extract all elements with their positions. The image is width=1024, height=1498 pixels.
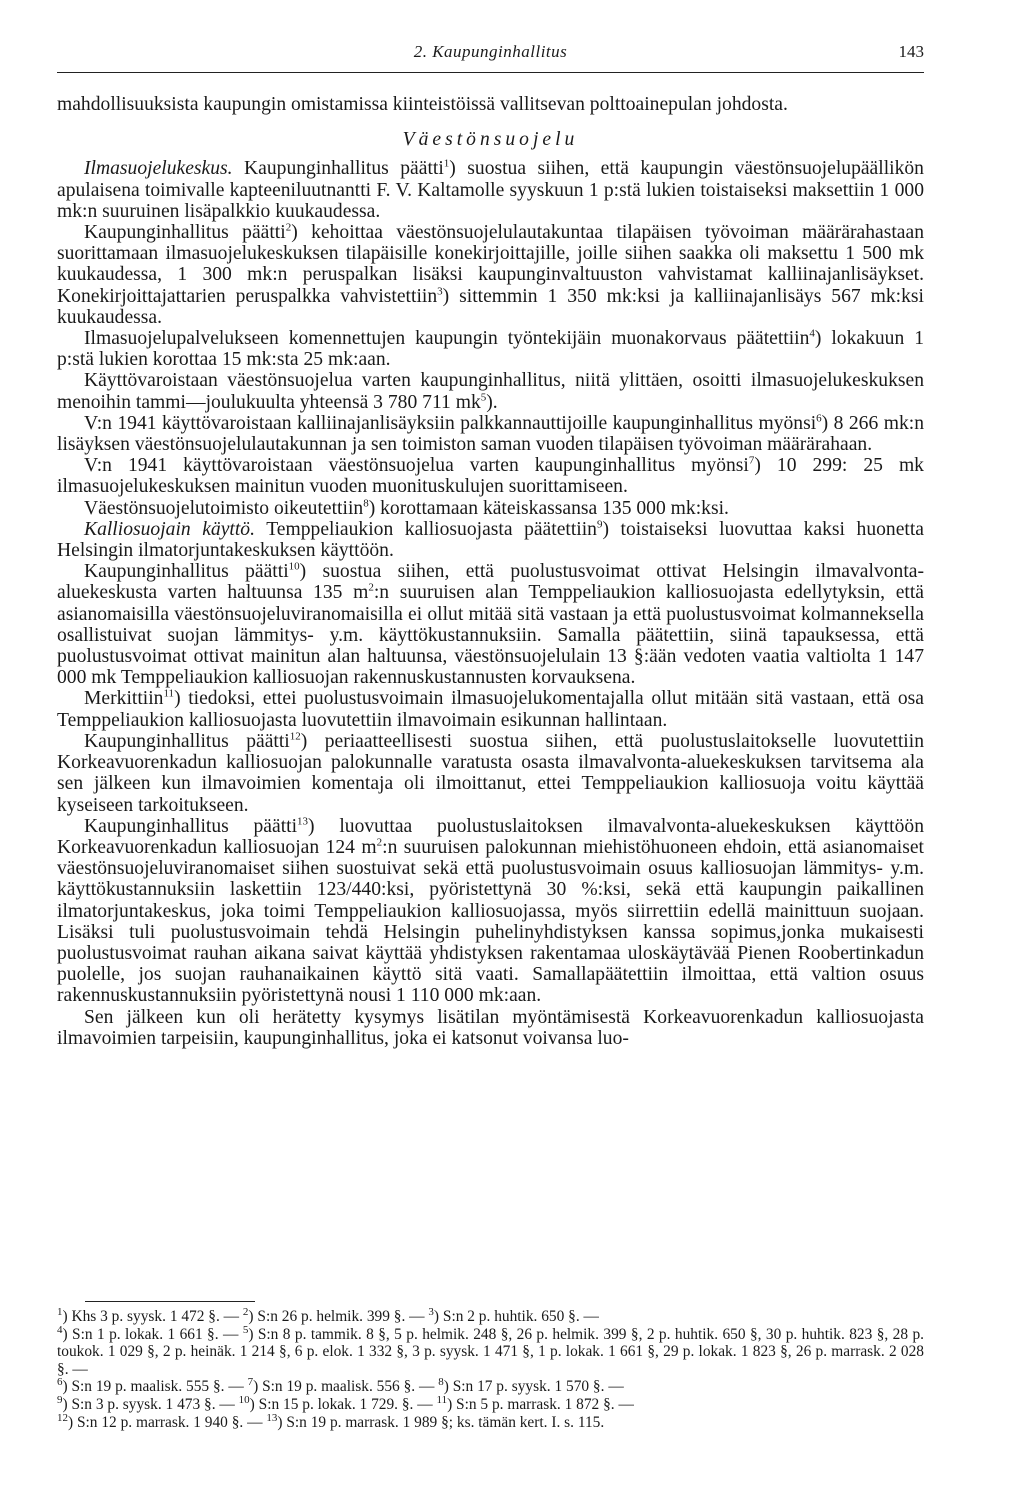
text: ) kehoittaa väestönsuojelulautakuntaa tilapäisen työvoiman määrärahastaan suorittamaan ilmasuojelukeskuksen tilapäisille konekirjoittajille, joille siihen saakka oli maksettu 1 500 mk kuukaudessa, 1 300 mk:n peruspalkan lisäksi kaupunginvaltuuston vahvistamat kalliinajanlisäykset. Konekirjoittajattarien peruspalkka vahvistettiin [57, 222, 924, 307]
paragraph [57, 413, 924, 455]
footnote-ref: 8 [363, 497, 369, 510]
text: Kaupunginhallitus päätti [84, 730, 290, 752]
text: ) 10 299: 25 mk ilmasuojelukeskuksen mainitun vuoden muonituskulujen suorittamiseen. [57, 455, 924, 498]
text: ) korottamaan käteiskassansa 135 000 mk:ksi. [368, 497, 729, 519]
footnote-mark: 12 [57, 1411, 68, 1424]
footnote-text: ) S:n 3 p. syysk. 1 473 §. — [62, 1395, 239, 1413]
paragraph [57, 455, 924, 497]
footnote-ref: 9 [596, 518, 603, 531]
footnote-line [57, 1411, 924, 1432]
footnote-mark: 11 [436, 1393, 448, 1406]
page-number: 143 [898, 42, 924, 61]
text: ) suostua siihen, että kaupungin väestönsuojelupäällikön apulaisena toimivalle kapteeniluutnantti F. V. Kaltamolle syyskuun 1 p:stä lukien toistaiseksi maksettiin 1 000 mk:n suuruinen lisäpalkkio kuukaudessa. [57, 158, 924, 222]
paragraph [57, 561, 924, 688]
footnote-line [57, 1393, 924, 1414]
running-title: 2. Kaupunginhallitus [413, 42, 568, 61]
text: Kaupunginhallitus päätti [84, 561, 289, 583]
footnote-ref: 6 [816, 412, 822, 425]
text: ) 8 266 mk:n lisäyksen väestönsuojelulautakunnan ja sen toimiston saman vuoden tilapäisen työvoiman määrärahaan. [57, 412, 924, 456]
footnotes [57, 1305, 925, 1431]
footnote-line [57, 1323, 925, 1379]
text: Merkittiin [84, 688, 164, 710]
text: ) suostua siihen, että puolustusvoimat ottivat Helsingin ilmavalvonta-aluekeskusta varten haltuunsa 135 m [57, 561, 924, 604]
body-text [57, 94, 924, 1049]
text: ) periaatteellisesti suostua siihen, että puolustuslaitokselle luovutettiin Korkeavuorenkadun kalliosuojan palokunnalle varatusta osasta ilmavalvonta-aluekeskuksen tarvitsema ala sen jälkeen kun ilmavoimien komentaja oli ilmoittanut, ettei Temppeliaukion kalliosuoja voitu käyttää kyseiseen tarkoitukseen. [57, 730, 924, 816]
footnote-mark: 9 [57, 1393, 63, 1406]
footnote-mark: 2 [242, 1305, 249, 1318]
footnote-mark: 13 [266, 1411, 278, 1424]
text: ) luovuttaa puolustuslaitoksen ilmavalvonta-aluekeskuksen käyttöön Korkeavuorenkadun kalliosuojan 124 m [57, 815, 925, 858]
text: ) sittemmin 1 350 mk:ksi ja kalliinajanlisäys 567 mk:ksi kuukaudessa. [57, 285, 924, 328]
text: Ilmasuojelupalvelukseen komennettujen kaupungin työntekijäin muonakorvaus päätettiin [84, 328, 810, 350]
page-header [57, 42, 924, 68]
paragraph [57, 370, 924, 412]
paragraph [57, 519, 924, 561]
footnote-text: ) S:n 8 p. tammik. 8 §, 5 p. helmik. 248 §, 26 p. helmik. 399 §, 2 p. huhtik. 650 §, 30 p. huhtik. 823 §, 28 p. toukok. 1 029 §, 2 p. heinäk. 1 214 §, 6 p. elok. 1 332 §, 3 p. syysk. 1 471 §, 1 p. lokak. 1 661 §, 29 p. lokak. 1 823 §, 26 p. marrask. 2 028 §. — [57, 1325, 925, 1378]
text: mahdollisuuksista kaupungin omistamissa kiinteistöissä vallitsevan polttoainepulan johdosta. [57, 94, 788, 115]
footnote-ref: 12 [289, 730, 301, 743]
section-heading: Väestönsuojelu [402, 129, 579, 151]
text: Väestönsuojelutoimisto oikeutettiin [84, 497, 364, 519]
paragraph [57, 222, 924, 328]
footnote-mark: 4 [57, 1323, 63, 1336]
footnote-text: ) S:n 2 p. huhtik. 650 §. — [433, 1308, 599, 1325]
footnote-ref: 2 [285, 221, 292, 234]
text: Kaupunginhallitus päätti [232, 158, 444, 180]
footnote-text: ) S:n 17 p. syysk. 1 570 §. — [443, 1378, 624, 1396]
run-in-heading: Ilmasuojelukeskus. [84, 158, 233, 180]
footnote-text: ) S:n 19 p. maalisk. 555 §. — [62, 1378, 248, 1396]
footnote-text: ) Khs 3 p. syysk. 1 472 §. — [62, 1308, 243, 1325]
text: Temppeliaukion kalliosuojasta päätettiin [255, 518, 597, 540]
text: Sen jälkeen kun oli herätetty kysymys lisätilan myöntämisestä Korkeavuorenkadun kalliosuojasta ilmavoimien tarpeisiin, kaupunginhallitus, joka ei katsonut voivansa luo- [57, 1006, 924, 1049]
footnote-ref: 10 [288, 560, 300, 573]
run-in-heading: Kalliosuojain käyttö. [84, 518, 256, 540]
footnote-text: ) S:n 5 p. marrask. 1 872 §. — [447, 1395, 634, 1413]
footnote-text: ) S:n 19 p. maalisk. 556 §. — [253, 1378, 439, 1396]
text: ). [486, 391, 498, 413]
footnote-mark: 10 [238, 1393, 250, 1406]
footnote-ref: 5 [480, 391, 487, 404]
footnote-line [57, 1378, 924, 1396]
footnote-text: ) S:n 26 p. helmik. 399 §. — [248, 1308, 429, 1325]
text: ) toistaiseksi luovuttaa kaksi huonetta Helsingin ilmatorjuntakeskuksen käyttöön. [57, 518, 924, 562]
paragraph [57, 1007, 924, 1049]
footnote-text: ) S:n 15 p. lokak. 1 729. §. — [249, 1395, 437, 1413]
text: :n suuruisen alan Temppeliaukion kalliosuojasta edellytyksin, että asianomaisilla väestönsuojeluviranomaisilla ei ollut mitää sitä vastaan ja että puolustusvoimat kolmanneksella osallistuivat suojan lämmitys- y.m. käyttökustannuksiin. Samalla päätettiin, siinä tapauksessa, että puolustusvoimat ottivat mainitun alan haltuunsa, väestönsuojelulain 13 §:ään vedoten vaatia valtiolta 1 147 000 mk Temppeliaukion kalliosuojan rakennuskustannusten korvauksena. [57, 582, 924, 689]
footnote-ref: 1 [443, 157, 450, 170]
footnote-ref: 4 [809, 327, 815, 340]
footnote-mark: 6 [57, 1376, 63, 1389]
footnote-mark: 1 [57, 1305, 63, 1318]
text: ) tiedoksi, ettei puolustusvoimain ilmasuojelukomentajalla ollut mitään sitä vastaan, että osa Temppeliaukion kalliosuojasta luovutettiin ilmavoimain esikunnan hallintaan. [57, 688, 924, 731]
text: Käyttövaroistaan väestönsuojelua varten kaupunginhallitus, niitä ylittäen, osoitti ilmasuojelukeskuksen menoihin tammi—joulukuulta yhteensä 3 780 711 mk [57, 370, 924, 413]
footnote-ref: 3 [437, 285, 443, 298]
text: Kaupunginhallitus päätti [84, 222, 286, 244]
footnote-mark: 3 [428, 1305, 434, 1318]
footnote-text: ) S:n 19 p. marrask. 1 989 §; ks. tämän kert. I. s. 115. [277, 1413, 605, 1431]
text: :n suuruisen palokunnan miehistöhuoneen ehdoin, että asianomaiset väestönsuojeluviranomaiset siihen suostuivat sekä että puolustusvoimain osuus kalliosuojan lämmitys- y.m. käyttökustannuksiin laskettiin 123/440:ksi, pyöristettynä 30 %:ksi, sekä että kaupungin paikallinen ilmatorjuntakeskus, joka toimi Temppeliaukion kalliosuojassa, myös siirrettiin edellä mainittuun suojaan. Lisäksi tuli puolustusvoimain tehdä Helsingin puhelinyhdistyksen kanssa sopimus,jonka mukaisesti puolustusvoimat rauhan aikana saivat käyttää yhdistyksen rakentamaa uloskäytävää Pienen Roobertinkadun puolelle, jos suojan rauhanaikainen käyttö sitä vaati. Samallapäätettiin ilmoittaa, että valtion osuus rakennuskustannuksiin pyöristettynä nousi 1 110 000 mk:aan. [57, 836, 925, 1007]
footnote-mark: 7 [247, 1376, 254, 1389]
text: Kaupunginhallitus päätti [84, 815, 298, 837]
header-rule [57, 72, 924, 73]
text: V:n 1941 käyttövaroistaan kalliinajanlisäyksiin palkkannauttijoille kaupunginhallitus myönsi [84, 412, 817, 434]
square-superscript: 2 [368, 581, 374, 594]
paragraph [57, 498, 924, 519]
footnote-ref: 7 [748, 454, 755, 467]
text: V:n 1941 käyttövaroistaan väestönsuojelua varten kaupunginhallitus myönsi [84, 455, 749, 477]
paragraph [57, 816, 924, 1007]
text: ) lokakuun 1 p:stä lukien korottaa 15 mk:sta 25 mk:aan. [57, 328, 924, 371]
footnote-line [57, 1305, 924, 1326]
footnote-rule [85, 1301, 255, 1302]
footnote-mark: 8 [438, 1376, 444, 1389]
paragraph [57, 94, 924, 115]
paragraph [57, 158, 924, 222]
paragraph [57, 688, 924, 730]
footnote-mark: 5 [242, 1323, 249, 1336]
footnote-text: ) S:n 12 p. marrask. 1 940 §. — [68, 1413, 267, 1431]
paragraph [57, 328, 924, 370]
footnote-text: ) S:n 1 p. lokak. 1 661 §. — [62, 1325, 243, 1343]
paragraph [57, 731, 924, 816]
square-superscript: 2 [376, 836, 383, 849]
footnote-ref: 11 [163, 687, 175, 700]
footnote-ref: 13 [297, 815, 309, 828]
